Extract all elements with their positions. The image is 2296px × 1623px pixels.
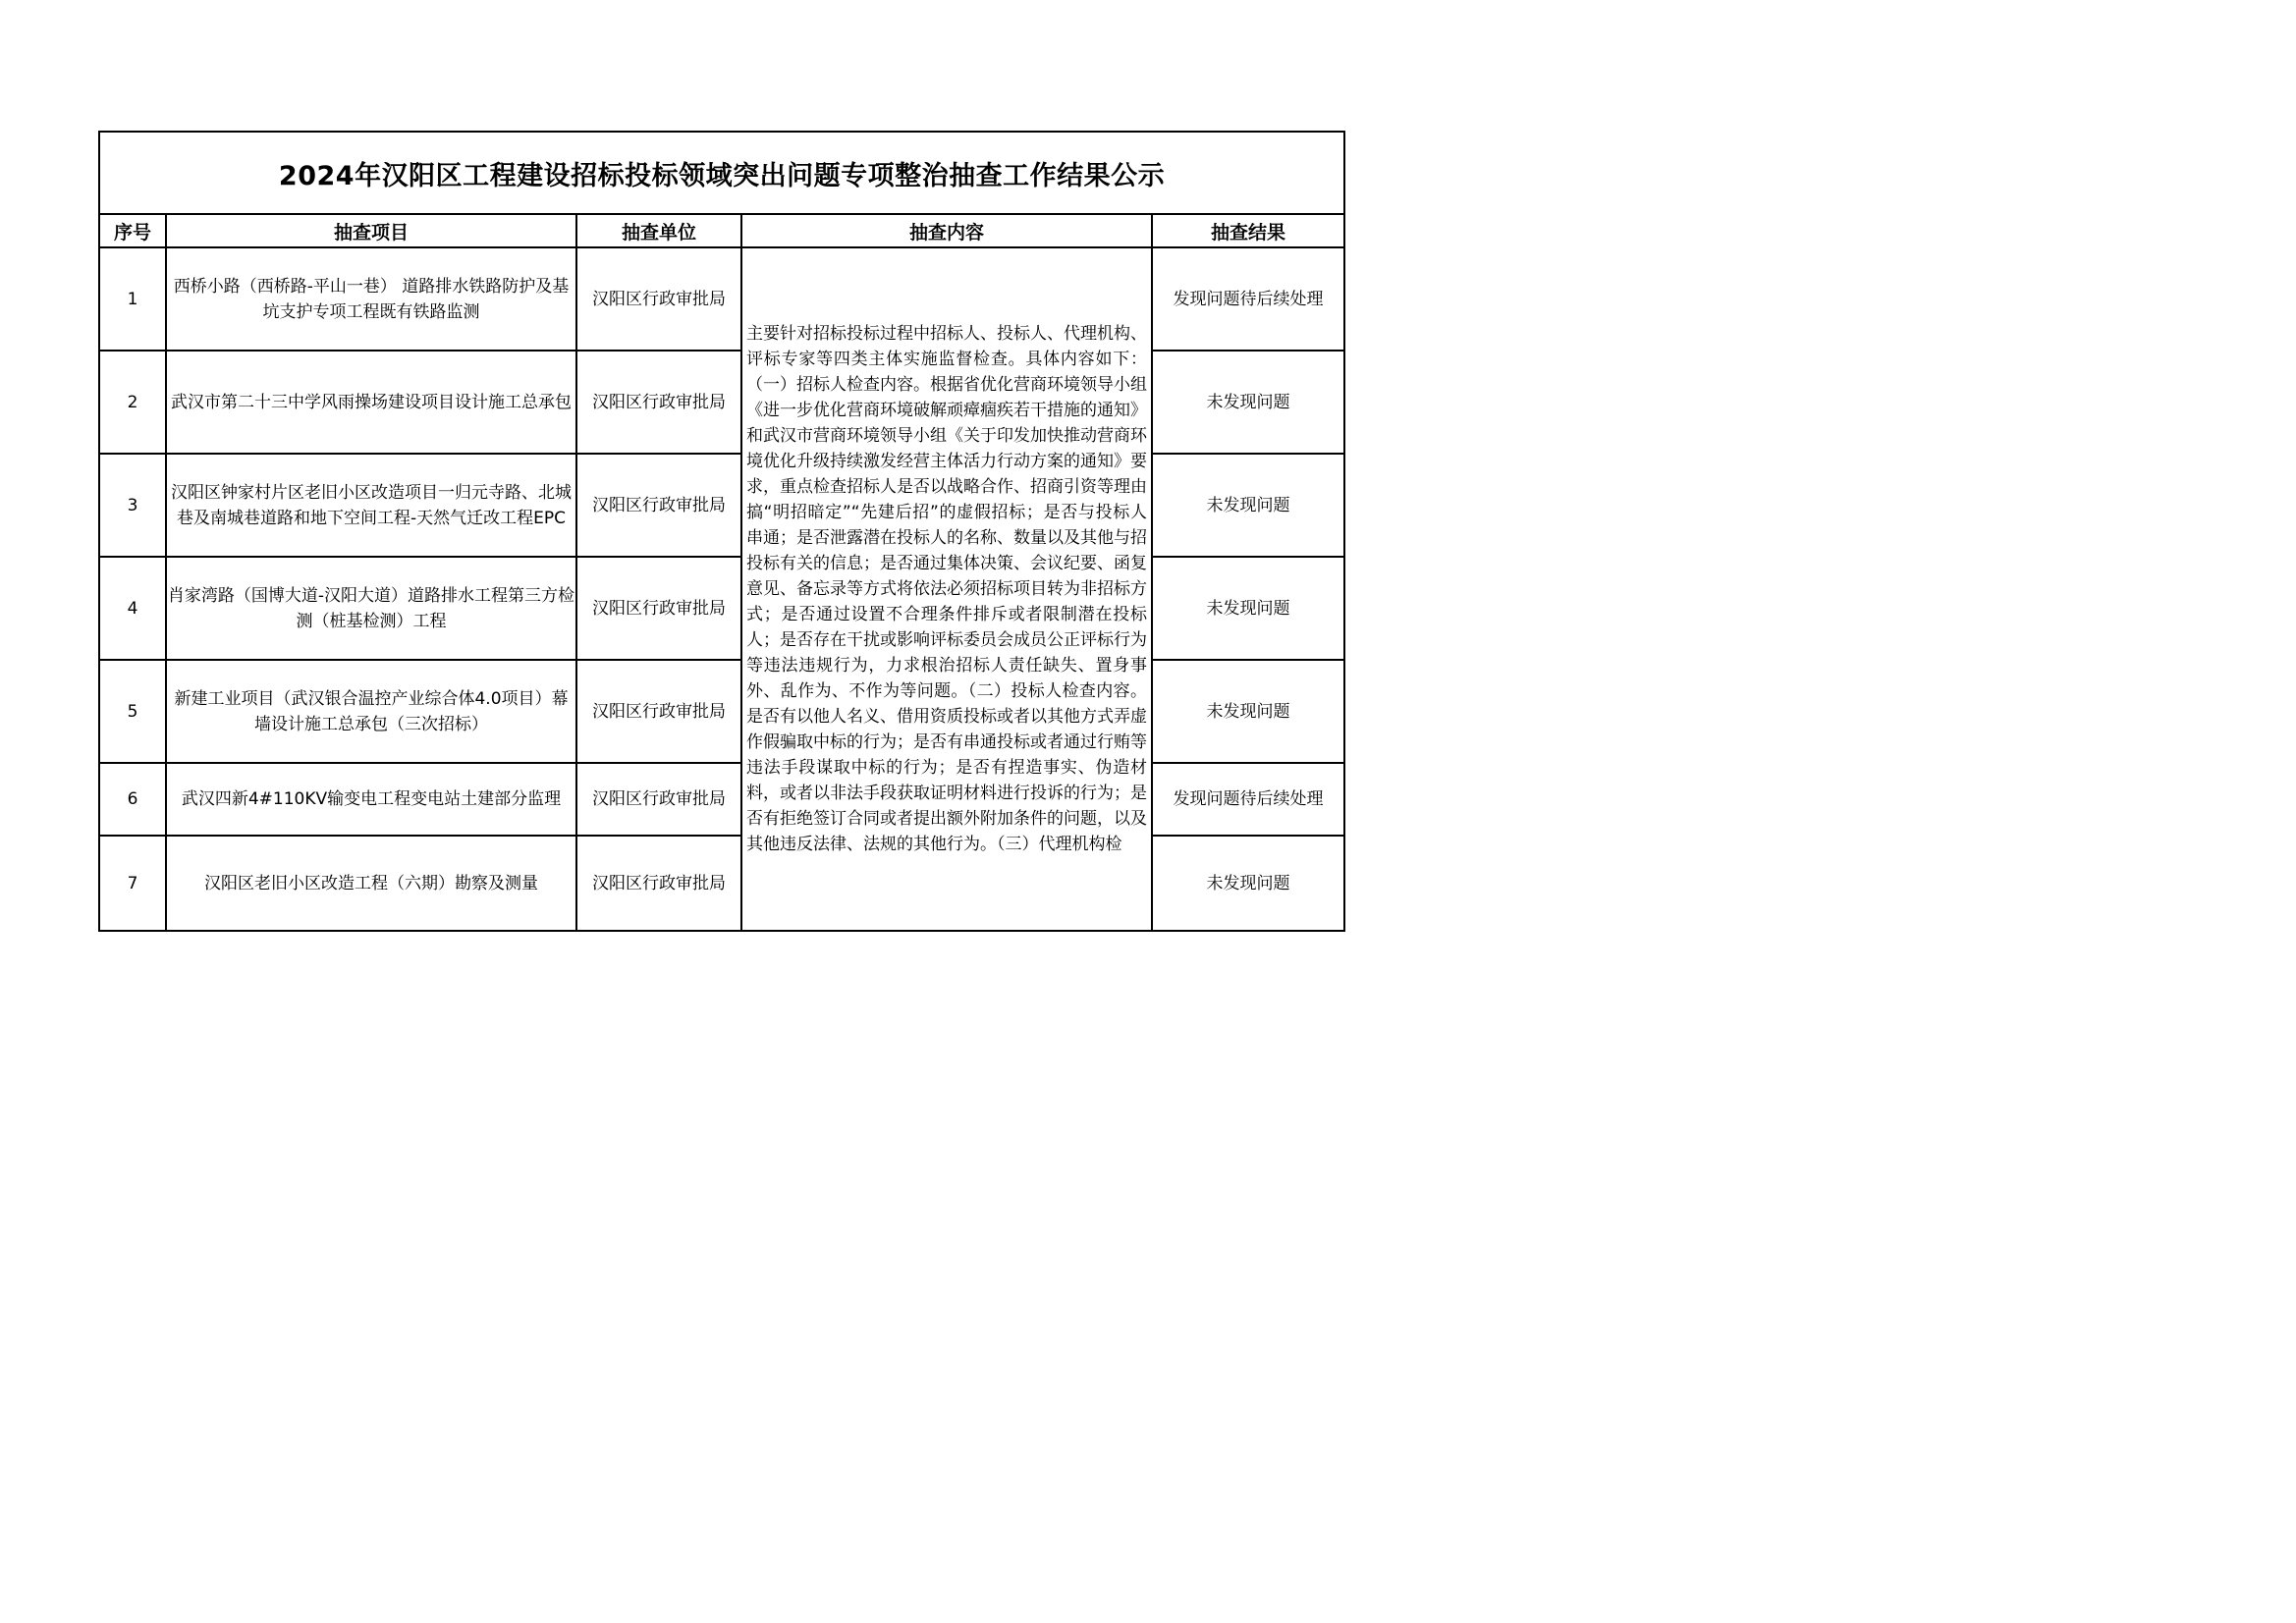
inspection-result: 发现问题待后续处理: [1152, 763, 1344, 836]
inspection-unit: 汉阳区行政审批局: [576, 660, 741, 763]
column-header-unit: 抽查单位: [576, 214, 741, 247]
project-name: 汉阳区老旧小区改造工程（六期）勘察及测量: [166, 836, 576, 931]
inspection-result: 未发现问题: [1152, 454, 1344, 557]
project-name: 肖家湾路（国博大道-汉阳大道）道路排水工程第三方检测（桩基检测）工程: [166, 557, 576, 660]
row-number: 7: [99, 836, 166, 931]
row-number: 5: [99, 660, 166, 763]
inspection-unit: 汉阳区行政审批局: [576, 454, 741, 557]
row-number: 3: [99, 454, 166, 557]
row-number: 4: [99, 557, 166, 660]
results-sheet: [98, 131, 1343, 933]
table-row: [99, 454, 1344, 557]
inspection-result: 发现问题待后续处理: [1152, 247, 1344, 351]
project-name: 武汉市第二十三中学风雨操场建设项目设计施工总承包: [166, 351, 576, 454]
project-name: 西桥小路（西桥路-平山一巷） 道路排水铁路防护及基坑支护专项工程既有铁路监测: [166, 247, 576, 351]
column-header-result: 抽查结果: [1152, 214, 1344, 247]
inspection-unit: 汉阳区行政审批局: [576, 836, 741, 931]
column-header-project: 抽查项目: [166, 214, 576, 247]
inspection-content: 主要针对招标投标过程中招标人、投标人、代理机构、评标专家等四类主体实施监督检查。具体内容如下：（一）招标人检查内容。根据省优化营商环境领导小组《进一步优化营商环境破解顽瘴痼疾若干措施的通知》和武汉市营商环境领导小组《关于印发加快推动营商环境优化升级持续激发经营主体活力行动方案的通知》要求，重点检查招标人是否以战略合作、招商引资等理由搞“明招暗定”“先建后招”的虚假招标；是否与投标人串通；是否泄露潜在投标人的名称、数量以及其他与招投标有关的信息；是否通过集体决策、会议纪要、函复意见、备忘录等方式将依法必须招标项目转为非招标方式；是否通过设置不合理条件排斥或者限制潜在投标人；是否存在干扰或影响评标委员会成员公正评标行为等违法违规行为，力求根治招标人责任缺失、置身事外、乱作为、不作为等问题。（二）投标人检查内容。是否有以他人名义、借用资质投标或者以其他方式弄虚作假骗取中标的行为；是否有串通投标或者通过行贿等违法手段谋取中标的行为；是否有捏造事实、伪造材料，或者以非法手段获取证明材料进行投诉的行为；是否有拒绝签订合同或者提出额外附加条件的问题，以及其他违反法律、法规的其他行为。（三）代理机构检: [746, 324, 1147, 854]
inspection-content-cell: [741, 247, 1152, 931]
inspection-result: 未发现问题: [1152, 836, 1344, 931]
inspection-result: 未发现问题: [1152, 351, 1344, 454]
page-title: 2024年汉阳区工程建设招标投标领域突出问题专项整治抽查工作结果公示: [99, 132, 1344, 214]
inspection-result: 未发现问题: [1152, 660, 1344, 763]
row-number: 6: [99, 763, 166, 836]
table-row: [99, 351, 1344, 454]
results-table: [98, 131, 1345, 932]
inspection-unit: 汉阳区行政审批局: [576, 247, 741, 351]
table-header-row: [99, 214, 1344, 247]
project-name: 新建工业项目（武汉银合温控产业综合体4.0项目）幕墙设计施工总承包（三次招标）: [166, 660, 576, 763]
inspection-result: 未发现问题: [1152, 557, 1344, 660]
inspection-unit: 汉阳区行政审批局: [576, 763, 741, 836]
table-row: [99, 660, 1344, 763]
row-number: 1: [99, 247, 166, 351]
project-name: 汉阳区钟家村片区老旧小区改造项目一归元寺路、北城巷及南城巷道路和地下空间工程-天然气迁改工程EPC: [166, 454, 576, 557]
column-header-content: 抽查内容: [741, 214, 1152, 247]
table-row: [99, 763, 1344, 836]
table-row: [99, 557, 1344, 660]
inspection-unit: 汉阳区行政审批局: [576, 351, 741, 454]
row-number: 2: [99, 351, 166, 454]
project-name: 武汉四新4#110KV输变电工程变电站土建部分监理: [166, 763, 576, 836]
inspection-unit: 汉阳区行政审批局: [576, 557, 741, 660]
column-header-no: 序号: [99, 214, 166, 247]
table-row: [99, 836, 1344, 931]
table-row: [99, 247, 1344, 351]
